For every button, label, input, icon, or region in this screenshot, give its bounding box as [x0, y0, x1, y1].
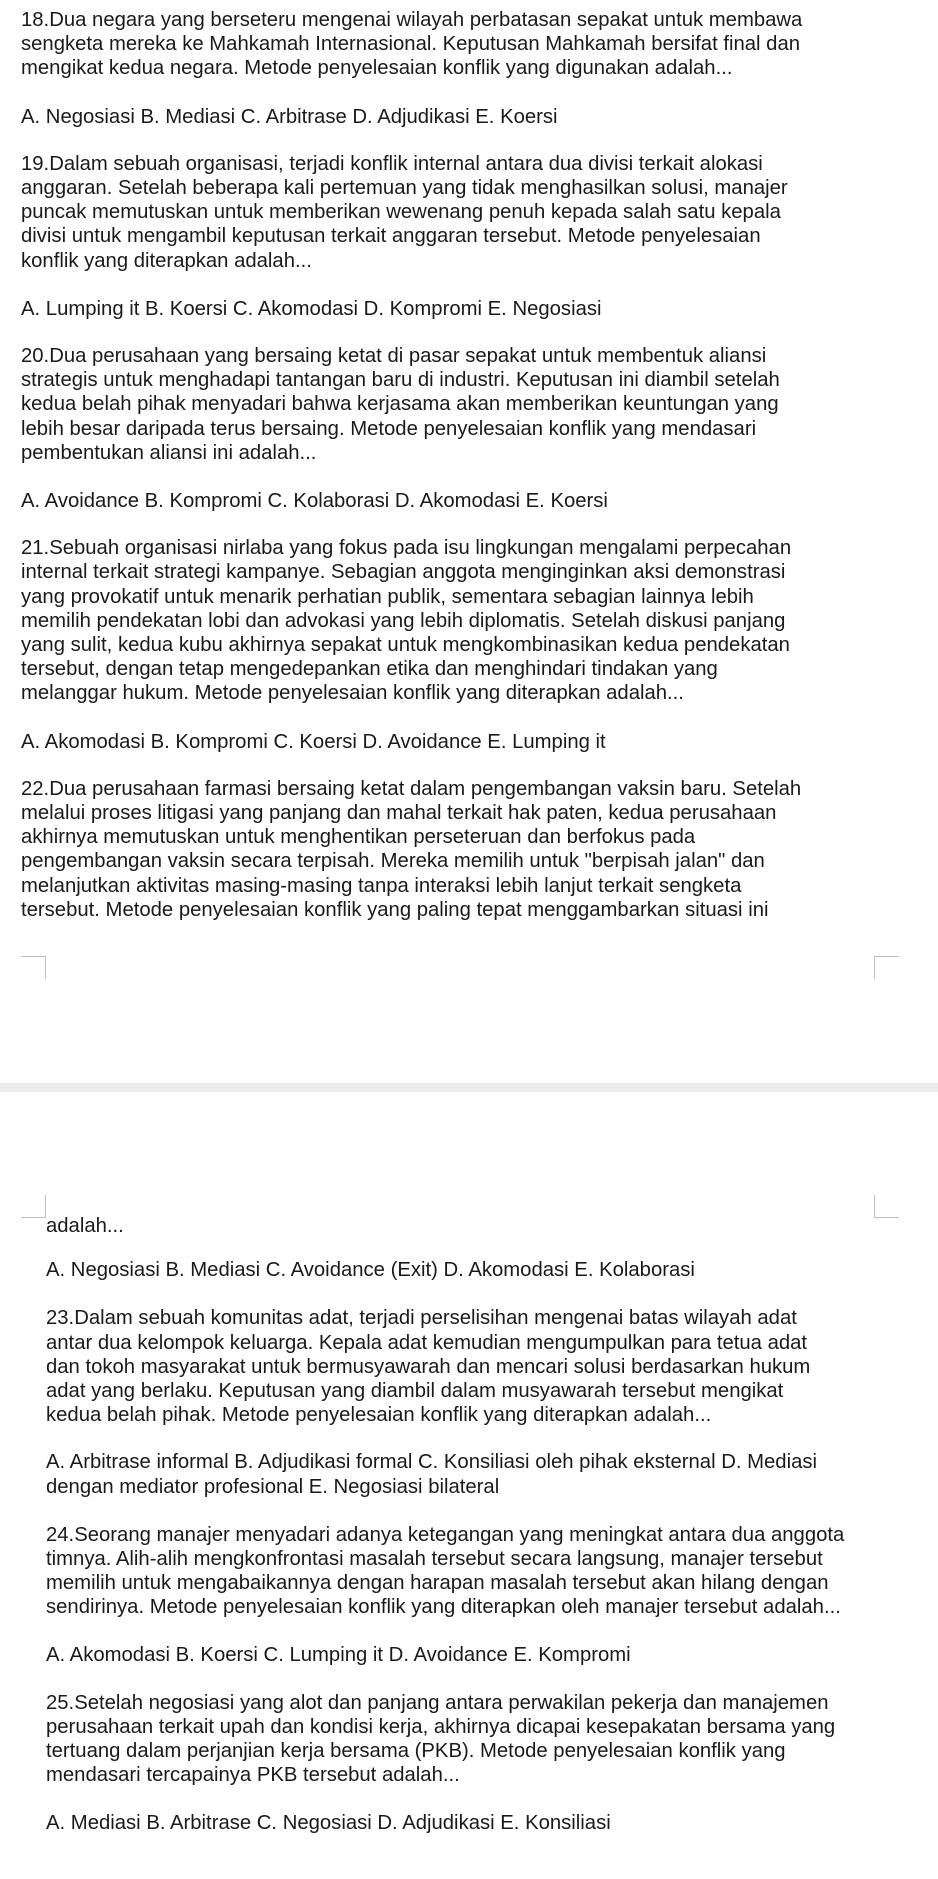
question-20: 20.Dua perusahaan yang bersaing ketat di pasar sepakat untuk membentuk aliansi strategis untuk menghadapi tantangan baru di industri. Keputusan ini diambil setelah kedua belah pihak menyadari bahwa kerjasama akan memberikan keuntungan yang lebih besar daripada terus bersaing. Metode penyelesaian konflik yang mendasari pembentukan aliansi ini adalah... [21, 345, 780, 464]
question-22-continuation: adalah... [46, 1215, 124, 1237]
page-margin-corner-bottom-left [21, 1195, 46, 1218]
question-25: 25.Setelah negosiasi yang alot dan panjang antara perwakilan pekerja dan manajemen perusahaan terkait upah dan kondisi kerja, akhirnya dicapai kesepakatan bersama yang tertuang dalam perjanjian kerja bersama (PKB). Metode penyelesaian konflik yang mendasari tercapainya PKB tersebut adalah... [46, 1691, 836, 1787]
page-margin-corner-top-left [21, 956, 46, 979]
question-22: 22.Dua perusahaan farmasi bersaing ketat dalam pengembangan vaksin baru. Setelah melalui proses litigasi yang panjang dan mahal terkait hak paten, kedua perusahaan akhirnya memutuskan untuk menghentikan perseteruan dan berfokus pada pengembangan vaksin secara terpisah. Mereka memilih untuk "berpisah jalan" dan melanjutkan aktivitas masing-masing tanpa interaksi lebih lanjut terkait sengketa tersebut. Metode penyelesaian konflik yang paling tepat menggambarkan situasi ini [21, 777, 802, 921]
question-23-options: A. Arbitrase informal B. Adjudikasi formal C. Konsiliasi oleh pihak eksternal D. Mediasi dengan mediator profesional E. Negosiasi bilateral [46, 1451, 818, 1498]
question-25-options: A. Mediasi B. Arbitrase C. Negosiasi D. Adjudikasi E. Konsiliasi [46, 1811, 611, 1834]
page-margin-corner-bottom-right [874, 1195, 899, 1218]
question-24-options: A. Akomodasi B. Koersi C. Lumping it D. Avoidance E. Kompromi [46, 1643, 631, 1666]
question-19-options: A. Lumping it B. Koersi C. Akomodasi D. Kompromi E. Negosiasi [21, 297, 602, 320]
question-21-options: A. Akomodasi B. Kompromi C. Koersi D. Avoidance E. Lumping it [21, 730, 606, 753]
question-19: 19.Dalam sebuah organisasi, terjadi konflik internal antara dua divisi terkait alokasi anggaran. Setelah beberapa kali pertemuan yang tidak menghasilkan solusi, manajer puncak memutuskan untuk memberikan wewenang penuh kepada salah satu kepala divisi untuk mengambil keputusan terkait anggaran tersebut. Metode penyelesaian konflik yang diterapkan adalah... [21, 152, 788, 272]
page-1-content [21, 8, 917, 946]
question-23: 23.Dalam sebuah komunitas adat, terjadi perselisihan mengenai batas wilayah adat antar dua kelompok keluarga. Kepala adat kemudian mengumpulkan para tetua adat dan tokoh masyarakat untuk bermusyawarah dan mencari solusi berdasarkan hukum adat yang berlaku. Keputusan yang diambil dalam musyawarah tersebut mengikat kedua belah pihak. Metode penyelesaian konflik yang diterapkan adalah... [46, 1307, 811, 1427]
page-margin-corner-top-right [874, 956, 899, 979]
question-24: 24.Seorang manajer menyadari adanya ketegangan yang meningkat antara dua anggota timnya. Alih-alih mengkonfrontasi masalah tersebut secara langsung, manajer tersebut memilih untuk mengabaikannya dengan harapan masalah tersebut akan hilang dengan sendirinya. Metode penyelesaian konflik yang diterapkan oleh manajer tersebut adalah... [46, 1523, 845, 1619]
question-20-options: A. Avoidance B. Kompromi C. Kolaborasi D. Akomodasi E. Koersi [21, 490, 608, 513]
document-page-2 [0, 1092, 938, 1879]
page-2-content [46, 1214, 916, 1859]
question-22-options: A. Negosiasi B. Mediasi C. Avoidance (Exit) D. Akomodasi E. Kolaborasi [46, 1259, 695, 1282]
question-18-options: A. Negosiasi B. Mediasi C. Arbitrase D. Adjudikasi E. Koersi [21, 105, 558, 128]
page-separator [0, 1083, 938, 1092]
question-21: 21.Sebuah organisasi nirlaba yang fokus pada isu lingkungan mengalami perpecahan internal terkait strategi kampanye. Sebagian anggota menginginkan aksi demonstrasi yang provokatif untuk menarik perhatian publik, sementara sebagian lainnya lebih memilih pendekatan lobi dan advokasi yang lebih diplomatis. Setelah diskusi panjang yang sulit, kedua kubu akhirnya sepakat untuk mengkombinasikan kedua pendekatan tersebut, dengan tetap mengedepankan etika dan menghindari tindakan yang melanggar hukum. Metode penyelesaian konflik yang diterapkan adalah... [21, 537, 792, 705]
question-18: 18.Dua negara yang berseteru mengenai wilayah perbatasan sepakat untuk membawa sengketa mereka ke Mahkamah Internasional. Keputusan Mahkamah bersifat final dan mengikat kedua negara. Metode penyelesaian konflik yang digunakan adalah... [21, 9, 803, 80]
